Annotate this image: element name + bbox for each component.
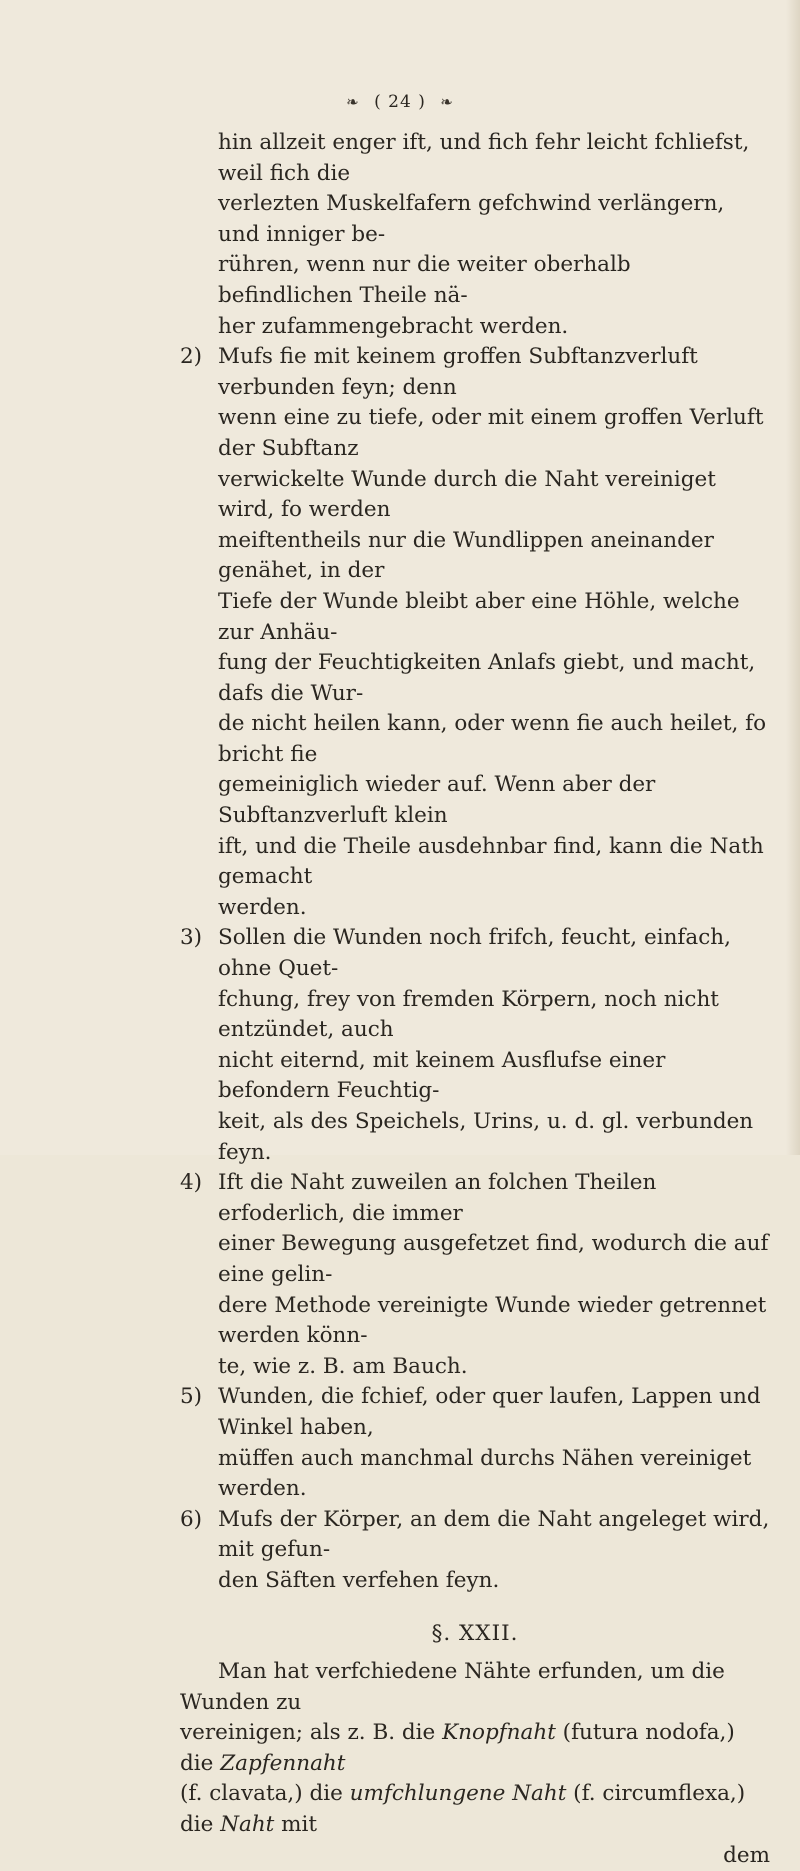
text-line: Wunden, die fchief, oder quer laufen, Lappen und Winkel haben,	[218, 1384, 761, 1440]
term-knopfnaht: Knopfnaht	[442, 1720, 556, 1746]
page-text	[180, 128, 770, 1871]
ornament-right-icon: ❧	[440, 93, 454, 111]
text-line: fung der Feuchtigkeiten Anlafs giebt, und macht, dafs die Wur-	[218, 650, 756, 706]
list-item-4	[180, 1168, 770, 1382]
text-line	[180, 1718, 770, 1779]
text-line: dere Methode vereinigte Wunde wieder getrennet werden könn-	[218, 1292, 767, 1349]
text-line: fchung, frey von fremden Körpern, noch nicht entzündet, auch	[218, 986, 719, 1043]
term-umschlungene-naht: umfchlungene Naht	[349, 1781, 567, 1807]
text-line: Sollen die Wunden noch frifch, feucht, einfach, ohne Quet-	[218, 925, 731, 982]
text-line: keit, als des Speichels, Urins, u. d. gl. verbunden feyn.	[218, 1109, 754, 1165]
text-line: Mufs fie mit keinem groffen Subftanzverluft verbunden feyn; denn	[218, 344, 698, 400]
text-line: verwickelte Wunde durch die Naht vereiniget wird, fo werden	[218, 466, 716, 523]
text-line: verlezten Muskelfafern gefchwind verlängern, und inniger be-	[218, 191, 725, 247]
item-number: 3)	[180, 925, 203, 951]
text-run: vereinigen; als z. B. die	[180, 1720, 443, 1746]
page-number: ( 24 )	[374, 92, 426, 112]
item-number: 2)	[180, 344, 203, 370]
text-line: Man hat verfchiedene Nähte erfunden, um die Wunden zu	[180, 1659, 725, 1715]
item-body	[218, 1505, 770, 1597]
text-line: müffen auch manchmal durchs Nähen vereiniget werden.	[218, 1445, 752, 1502]
text-line: einer Bewegung ausgefetzet find, wodurch die auf eine gelin-	[218, 1231, 769, 1287]
text-line: nicht eiternd, mit keinem Ausflufse einer befondern Feuchtig-	[218, 1047, 666, 1104]
text-line: te, wie z. B. am Bauch.	[218, 1353, 468, 1379]
page-header	[0, 92, 800, 112]
page-edge-shadow	[786, 0, 800, 1155]
text-line: Ift die Naht zuweilen an folchen Theilen erfoderlich, die immer	[218, 1170, 657, 1226]
text-run: (f. clavata,) die	[180, 1781, 350, 1807]
item-body	[218, 1168, 770, 1382]
text-line	[180, 1779, 770, 1840]
catchword: dem	[723, 1842, 770, 1868]
list-item-6	[180, 1505, 770, 1597]
text-run: (f. circumflexa,) die	[180, 1781, 746, 1838]
list-item-3	[180, 923, 770, 1168]
item-number: 6)	[180, 1506, 203, 1532]
text-line: meiftentheils nur die Wundlippen aneinander genähet, in der	[218, 527, 714, 584]
text-line: werden.	[218, 894, 307, 920]
term-naht: Naht	[220, 1812, 275, 1838]
list-item-2	[180, 342, 770, 923]
intro-paragraph	[180, 128, 770, 342]
text-line: ift, und die Theile ausdehnbar find, kann die Nath gemacht	[218, 833, 764, 890]
text-run: (futura nodofa,) die	[180, 1720, 735, 1776]
final-paragraph	[180, 1657, 770, 1871]
text-line: Tiefe der Wunde bleibt aber eine Höhle, welche zur Anhäu-	[218, 588, 740, 645]
text-line: hin allzeit enger ift, und fich fehr leicht fchliefst, weil fich die	[218, 130, 750, 186]
item-body	[218, 923, 770, 1168]
text-line: wenn eine zu tiefe, oder mit einem groffen Verluft der Subftanz	[218, 405, 764, 461]
item-body	[218, 1382, 770, 1504]
text-line: rühren, wenn nur die weiter oberhalb befindlichen Theile nä-	[218, 252, 631, 308]
text-line: gemeiniglich wieder auf. Wenn aber der Subftanzverluft klein	[218, 772, 656, 829]
text-line: de nicht heilen kann, oder wenn fie auch heilet, fo bricht fie	[218, 711, 767, 767]
item-number: 5)	[180, 1384, 203, 1410]
ornament-left-icon: ❧	[346, 93, 360, 111]
item-number: 4)	[180, 1170, 203, 1196]
text-line: her zufammengebracht werden.	[218, 313, 569, 339]
term-zapfennaht: Zapfennaht	[220, 1750, 346, 1776]
list-item-5	[180, 1382, 770, 1504]
section-heading: §. XXII.	[431, 1620, 519, 1646]
text-run: mit	[274, 1812, 318, 1838]
text-line: den Säften verfehen feyn.	[218, 1567, 500, 1593]
item-body	[218, 342, 770, 923]
text-line: Mufs der Körper, an dem die Naht angeleget wird, mit gefun-	[218, 1506, 770, 1563]
